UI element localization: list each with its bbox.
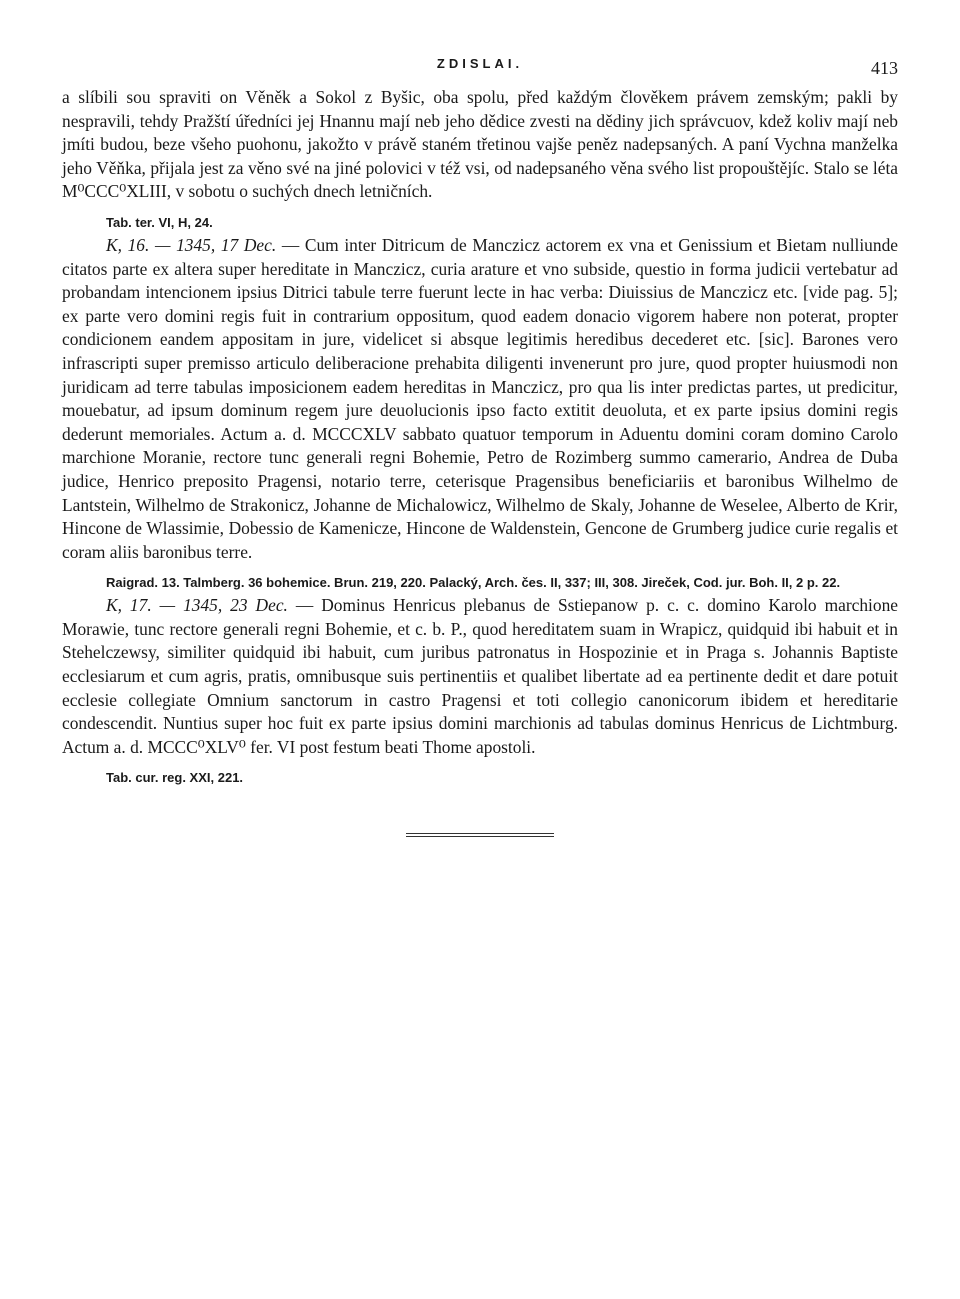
source-citation: Raigrad. 13. Talmberg. 36 bohemice. Brun. 219, 220. Palacký, Arch. čes. II, 337; III, 308. Jireček, Cod. jur. Boh. II, 2 p. 22. [106, 575, 841, 591]
running-title: ZDISLAI. [436, 56, 524, 71]
entry-heading: K, 17. — 1345, 23 Dec. [106, 595, 288, 616]
charter-entry-17 [62, 594, 898, 759]
document-page [62, 48, 898, 837]
continued-paragraph: a slíbili sou spraviti on Věněk a Sokol z Byšic, oba spolu, před každým člověkem právem zemským; pakli by nespravili, tehdy Pražští úředníci jej Hnannu mají neb jeho dědice zvesti na dědiny jich správcuov, kdež koliv mají neb jmíti budou, beze všeho puohonu, jakožto v právě staném třetinou vajše peněz nadepsaných. A paní Vychna manželka jeho Věňka, přijala jest za věno své na jiné polovici v též vsi, od nadepsaného věna svého list propouštějíc. Stalo se léta M⁰CCC⁰XLIII, v sobotu o suchých dnech letničních. [62, 87, 898, 202]
charter-entry-16 [62, 234, 898, 564]
page-header [62, 48, 898, 86]
source-citation: Tab. cur. reg. XXI, 221. [106, 770, 244, 786]
entry-heading: K, 16. — 1345, 17 Dec. [106, 234, 277, 255]
source-citation: Tab. ter. VI, H, 24. [106, 214, 213, 230]
section-end-rule [406, 833, 554, 837]
page-number: 413 [871, 58, 898, 78]
entry-text: — Cum inter Ditricum de Manczicz actorem ex vna et Genissium et Bietam nulliunde citatos parte ex altera super hereditate in Manczicz, curia arature et vno subside, questio in forma judicii vertebatur ad probandam intencionem ipsius Ditrici tabule terre fuerunt lecte in hac verba: Diuissius de Manczicz etc. [vide pag. 5]; ex parte vero domini regis fuit in contrarium oppositum, quod eadem donacio vigorem habere non poterat, propter condicionem eandem appositam in jure, videlicet si absque legitimis heredibus decederet etc. [sic]. Barones vero infrascripti super premisso articulo deliberacione prehabita diligenti invenerunt pro jure, quod propter huiusmodi non juridicam ad terre tabulas imposicionem eadem hereditas in Manczicz, pro qua lis inter predictas partes, ut predicitur, mouebatur, ad ipsum dominum regem jure deuolucionis ipso facto extitit deuoluta, et ex parte ipsius domini regis dederunt memoriales. Actum a. d. MCCCXLV sabbato quatuor temporum in Aduentu domini coram domino Carolo marchione Moranie, rectore tunc generali regni Bohemie, Petro de Rozimberg summo camerario, Andrea de Duba judice, Henrico preposito Pragensi, notario terre, ceterisque Pragensibus beneficiariis et baronibus Wilhelmo de Lantstein, Wilhelmo de Strakonicz, Johanne de Michalowicz, Wilhelmo de Skaly, Johanne de Weselee, Alberto de Krir, Hincone de Wlassimie, Dobessio de Kamenicze, Hincone de Waldenstein, Gencone de Grumberg judice curie regalis et coram aliis baronibus terre. [62, 234, 898, 562]
entry-text: — Dominus Henricus plebanus de Sstiepanow p. c. c. domino Karolo marchione Morawie, tunc rectore generali regni Bohemie, et c. b. P., quod hereditatem suam in Wrapicz, quidquid ibi habuit et in Stehelczewsy, similiter quidquid ibi habuit, cum juribus patronatus in Hospozinie et in Praga s. Johannis Baptiste ecclesiarum et cum agris, pratis, omnibusque suis pertinentiis et qualibet libertate ad ea pertinente dedit et dare potuit ecclesie collegiate Omnium sanctorum in castro Pragensi et toti collegio canonicorum ibidem et hereditarie condescendit. Nuntius super hoc fuit ex parte ipsius domini marchionis ad tabulas dominus Henricus de Lichtmburg. Actum a. d. MCCC⁰XLV⁰ fer. VI post festum beati Thome apostoli. [62, 595, 898, 757]
